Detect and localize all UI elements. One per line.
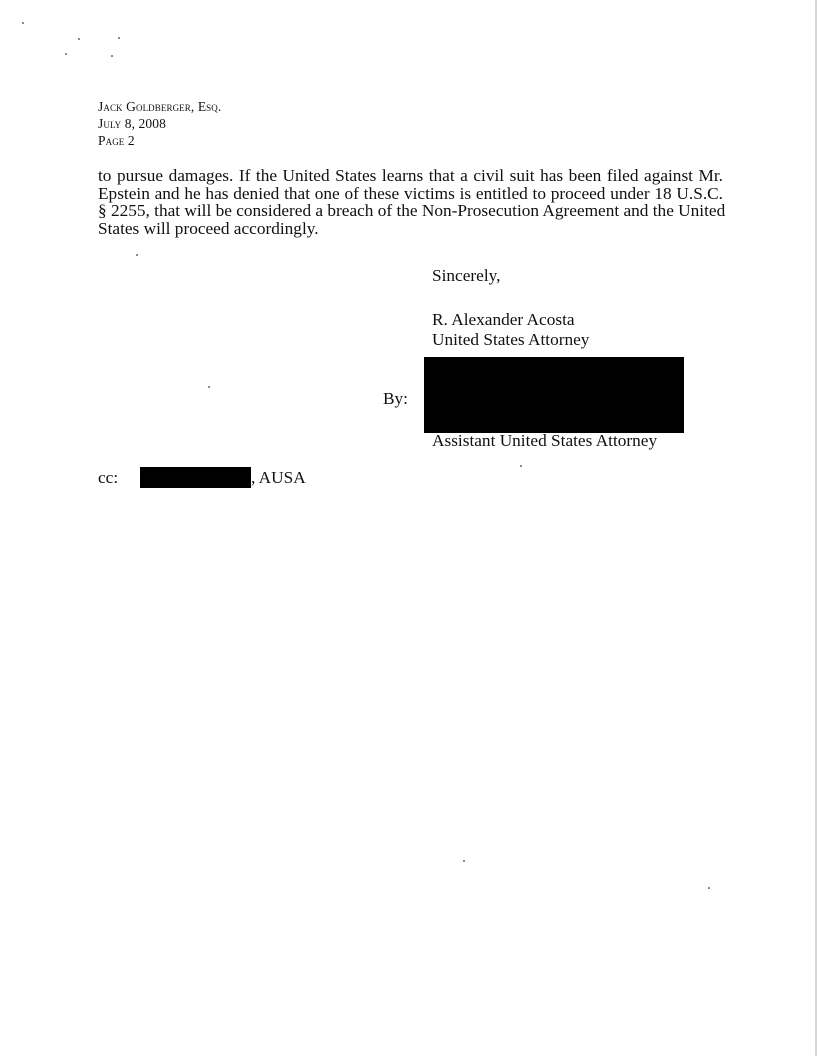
signer-name: R. Alexander Acosta: [432, 310, 575, 329]
scan-speck: [22, 22, 24, 24]
letter-body-paragraph: [98, 166, 726, 238]
signature-block: [432, 310, 589, 350]
letter-header: [98, 98, 221, 149]
redacted-cc-name: [140, 467, 251, 488]
redacted-signature: [424, 357, 684, 433]
scan-speck: [78, 38, 80, 40]
by-label: By:: [383, 389, 408, 408]
body-line: States will proceed accordingly.: [98, 218, 319, 238]
scan-speck: [708, 887, 710, 889]
signer-title: United States Attorney: [432, 330, 590, 349]
scan-speck: [65, 53, 67, 55]
scan-speck: [520, 465, 522, 467]
body-line: Epstein and he has denied that one of these victims is entitled to proceed under 18 U.S.C.: [98, 183, 723, 203]
scan-speck: [463, 860, 465, 862]
date-line: July 8, 2008: [98, 116, 166, 131]
scan-speck: [111, 55, 113, 57]
assistant-title: Assistant United States Attorney: [432, 431, 658, 450]
body-line: to pursue damages. If the United States learns that a civil suit has been filed against Mr.: [98, 166, 723, 185]
body-line: § 2255, that will be considered a breach of the Non-Prosecution Agreement and the United: [98, 201, 726, 220]
cc-label: cc:: [98, 468, 119, 487]
scan-speck: [118, 37, 120, 39]
page-number-line: Page 2: [98, 133, 135, 148]
cc-suffix: , AUSA: [251, 468, 306, 487]
closing-salutation: Sincerely,: [432, 266, 501, 285]
scan-speck: [136, 254, 138, 256]
scan-speck: [208, 386, 210, 388]
addressee-line: Jack Goldberger, Esq.: [98, 99, 222, 114]
